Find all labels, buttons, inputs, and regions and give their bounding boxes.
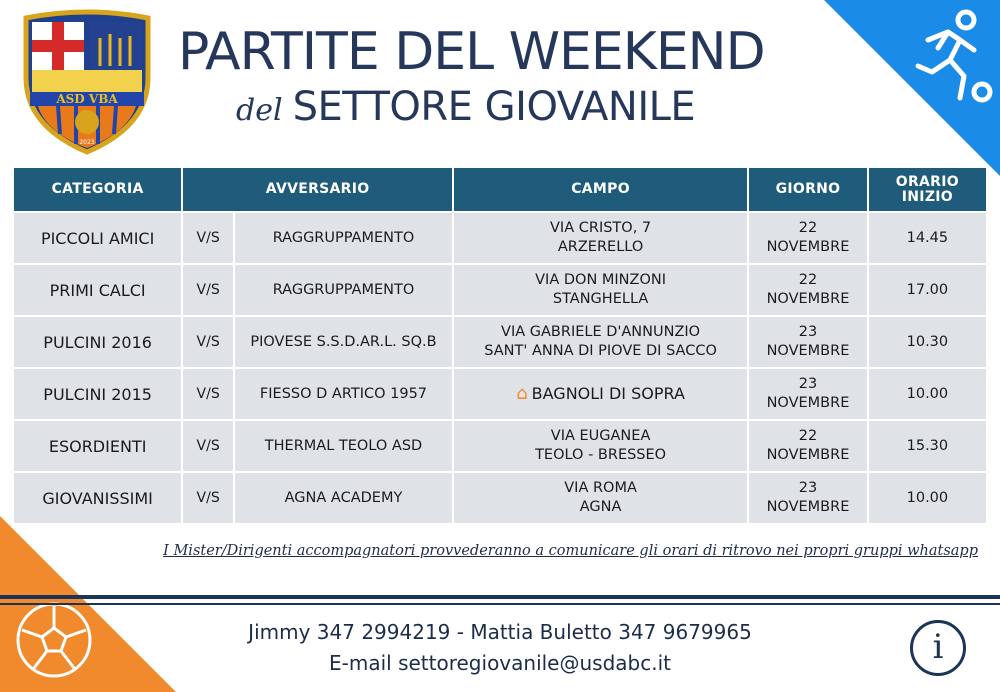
- header-giorno: GIORNO: [749, 168, 867, 211]
- header-orario-line1: ORARIO: [895, 173, 959, 190]
- logo-year: 2023: [79, 139, 95, 146]
- cell-giorno: [749, 473, 867, 523]
- cell-vs: V/S: [183, 473, 233, 523]
- table-row: [14, 369, 986, 419]
- campo-line1: VIA CRISTO, 7: [550, 220, 652, 236]
- campo-line2: ARZERELLO: [557, 239, 644, 255]
- table-row: [14, 213, 986, 263]
- cell-avversario: AGNA ACADEMY: [235, 473, 452, 523]
- home-icon: ⌂: [516, 382, 528, 404]
- cell-vs: V/S: [183, 421, 233, 471]
- cell-avversario: THERMAL TEOLO ASD: [235, 421, 452, 471]
- giorno-day: 23: [798, 480, 818, 496]
- cell-giorno: [749, 317, 867, 367]
- cell-vs: V/S: [183, 213, 233, 263]
- cell-vs: V/S: [183, 317, 233, 367]
- footer-divider: [0, 595, 1000, 599]
- giorno-month: NOVEMBRE: [766, 291, 850, 307]
- cell-campo: [454, 317, 747, 367]
- cell-orario: 10.30: [869, 317, 986, 367]
- giorno-day: 22: [798, 428, 818, 444]
- cell-giorno: [749, 369, 867, 419]
- campo-line1: VIA DON MINZONI: [535, 272, 667, 288]
- cell-avversario: FIESSO D ARTICO 1957: [235, 369, 452, 419]
- cell-orario: 10.00: [869, 369, 986, 419]
- campo-line1: VIA GABRIELE D'ANNUNZIO: [501, 324, 701, 340]
- table-row: [14, 473, 986, 523]
- campo-line1: VIA ROMA: [564, 480, 637, 496]
- cell-vs: V/S: [183, 265, 233, 315]
- giorno-day: 22: [798, 220, 818, 236]
- cell-campo: [454, 421, 747, 471]
- logo-letters: ASD VBA: [56, 92, 118, 106]
- cell-orario: 17.00: [869, 265, 986, 315]
- cell-orario: 10.00: [869, 473, 986, 523]
- cell-categoria: PRIMI CALCI: [14, 265, 181, 315]
- cell-giorno: [749, 265, 867, 315]
- campo-line2: AGNA: [579, 499, 622, 515]
- table-row: [14, 265, 986, 315]
- cell-giorno: [749, 421, 867, 471]
- cell-orario: 15.30: [869, 421, 986, 471]
- contact-email: E-mail settoregiovanile@usdabc.it: [329, 651, 671, 675]
- campo-line2: TEOLO - BRESSEO: [535, 447, 667, 463]
- header-campo: CAMPO: [454, 168, 747, 211]
- cell-campo: [454, 473, 747, 523]
- page-title: PARTITE DEL WEEKEND: [178, 22, 765, 82]
- header-orario-line2: INIZIO: [901, 188, 953, 205]
- meeting-note: I Mister/Dirigenti accompagnatori provvederanno a comunicare gli orari di ritrovo nei propri gruppi whatsapp: [163, 543, 978, 559]
- giorno-month: NOVEMBRE: [766, 395, 850, 411]
- giorno-month: NOVEMBRE: [766, 447, 850, 463]
- header-orario: [869, 168, 986, 211]
- campo-line2: STANGHELLA: [552, 291, 649, 307]
- giorno-month: NOVEMBRE: [766, 239, 850, 255]
- header-categoria: CATEGORIA: [14, 168, 181, 211]
- subtitle-main: SETTORE GIOVANILE: [292, 84, 696, 130]
- cell-categoria: PICCOLI AMICI: [14, 213, 181, 263]
- giorno-month: NOVEMBRE: [766, 343, 850, 359]
- campo-home: BAGNOLI DI SOPRA: [531, 383, 685, 403]
- club-logo: [18, 8, 156, 156]
- cell-avversario: PIOVESE S.S.D.AR.L. SQ.B: [235, 317, 452, 367]
- cell-categoria: PULCINI 2015: [14, 369, 181, 419]
- campo-line1: VIA EUGANEA: [550, 428, 651, 444]
- table-row: [14, 421, 986, 471]
- matches-table: [12, 166, 988, 525]
- cell-campo: [454, 369, 747, 419]
- giorno-day: 23: [798, 324, 818, 340]
- table-header-row: [14, 168, 986, 211]
- page-subtitle: [236, 84, 695, 130]
- subtitle-prefix: del: [236, 93, 283, 128]
- cell-categoria: PULCINI 2016: [14, 317, 181, 367]
- giorno-day: 23: [798, 376, 818, 392]
- cell-avversario: RAGGRUPPAMENTO: [235, 213, 452, 263]
- campo-line2: SANT' ANNA DI PIOVE DI SACCO: [484, 343, 717, 359]
- cell-campo: [454, 213, 747, 263]
- info-icon: i: [910, 620, 966, 676]
- contact-phones: Jimmy 347 2994219 - Mattia Buletto 347 9679965: [248, 620, 752, 644]
- giorno-month: NOVEMBRE: [766, 499, 850, 515]
- header-avversario: AVVERSARIO: [183, 168, 452, 211]
- cell-vs: V/S: [183, 369, 233, 419]
- footer-divider-thin: [0, 603, 1000, 605]
- cell-categoria: ESORDIENTI: [14, 421, 181, 471]
- cell-categoria: GIOVANISSIMI: [14, 473, 181, 523]
- runner-icon: [898, 6, 994, 106]
- cell-orario: 14.45: [869, 213, 986, 263]
- cell-giorno: [749, 213, 867, 263]
- table-row: [14, 317, 986, 367]
- cell-campo: [454, 265, 747, 315]
- giorno-day: 22: [798, 272, 818, 288]
- cell-avversario: RAGGRUPPAMENTO: [235, 265, 452, 315]
